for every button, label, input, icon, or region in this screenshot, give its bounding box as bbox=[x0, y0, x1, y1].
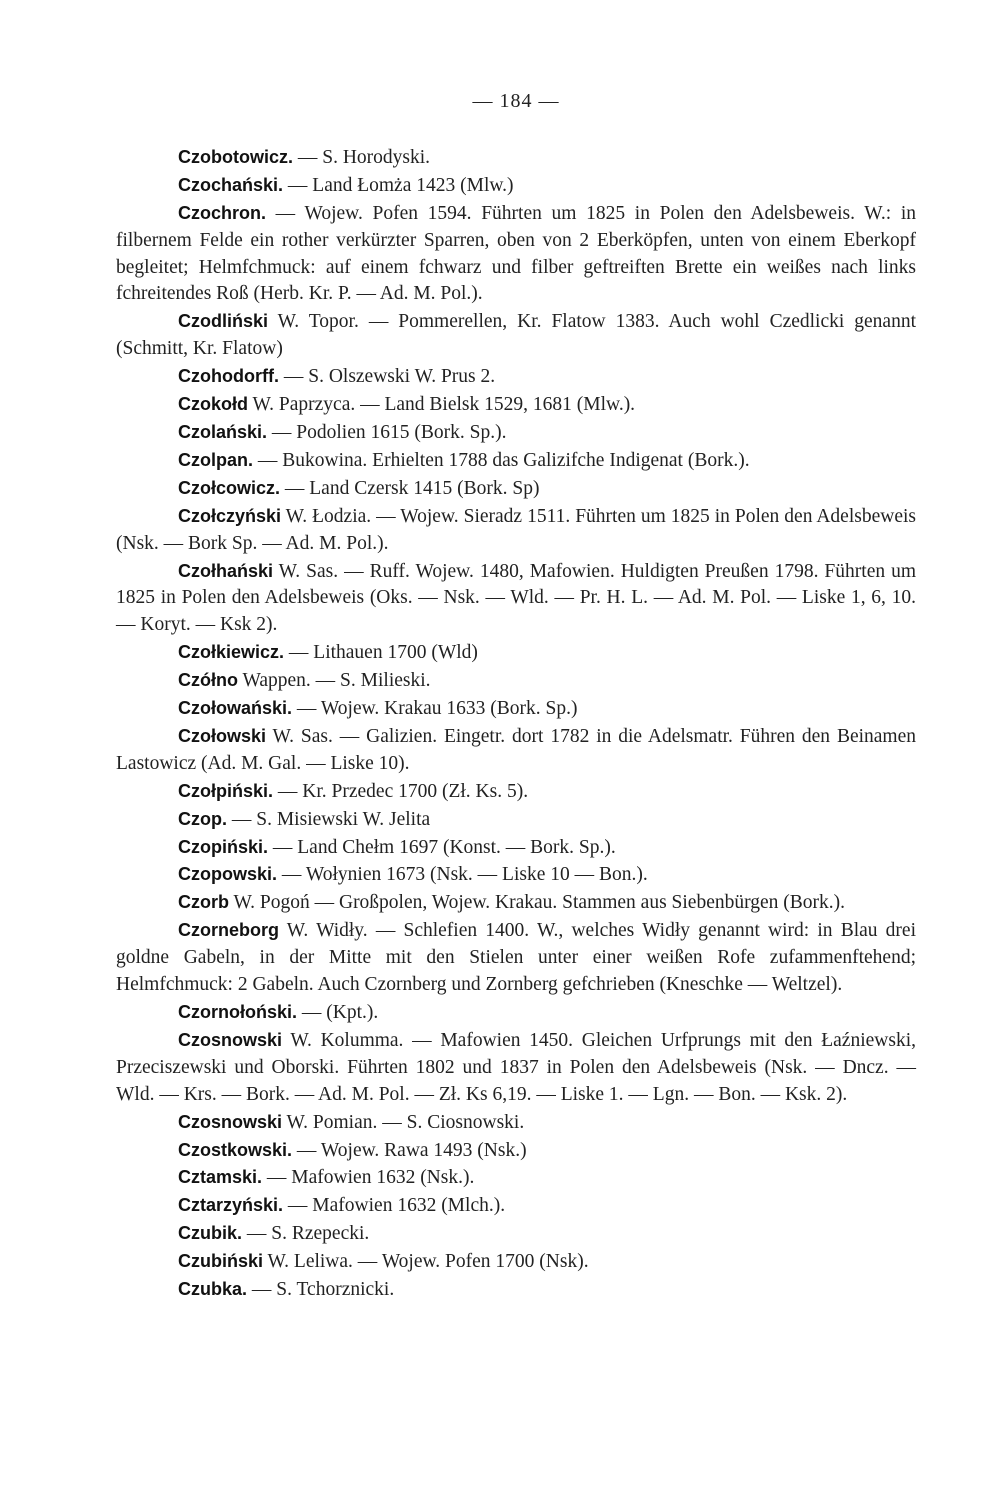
entry bbox=[116, 889, 916, 917]
entry-name: Czubik. bbox=[178, 1223, 243, 1244]
entry-text: W. Sas. — Ruff. Wojew. 1480, Mafowien. Huldigten Preußen 1798. Führten um 1825 in Polen den Adelsbeweis (Oks. — Nsk. — Wld. — Pr. H. L. — Ad. M. Pol. — Liske 1, 6, 10. — Koryt. — Ksk 2). bbox=[116, 560, 916, 636]
entry bbox=[116, 999, 916, 1027]
entry-name: Czokołd bbox=[178, 394, 248, 415]
entry-text: W. Leliwa. — Wojew. Pofen 1700 (Nsk). bbox=[263, 1251, 589, 1273]
entry bbox=[116, 1248, 916, 1276]
entry-list bbox=[116, 144, 916, 1304]
entry-name: Czochron. bbox=[178, 202, 266, 223]
entry bbox=[116, 200, 916, 309]
entry-name: Czołhański bbox=[178, 560, 274, 581]
entry bbox=[116, 861, 916, 889]
entry bbox=[116, 503, 916, 558]
entry-name: Czop. bbox=[178, 808, 227, 829]
entry-text: W. Łodzia. — Wojew. Sieradz 1511. Führten um 1825 in Polen den Adelsbeweis (Nsk. — Bork Sp. — Ad. M. Pol.). bbox=[116, 505, 916, 554]
entry bbox=[116, 419, 916, 447]
entry bbox=[116, 667, 916, 695]
entry bbox=[116, 1192, 916, 1220]
entry-text: W. Pogoń — Großpolen, Wojew. Krakau. Stammen aus Siebenbürgen (Bork.). bbox=[229, 892, 846, 914]
entry-name: Czolański. bbox=[178, 421, 268, 442]
entry bbox=[116, 695, 916, 723]
entry bbox=[116, 391, 916, 419]
entry-name: Czohodorff. bbox=[178, 366, 279, 387]
page-number: — 184 — bbox=[472, 90, 560, 112]
entry bbox=[116, 1137, 916, 1165]
entry-text: W. Topor. — Pommerellen, Kr. Flatow 1383. Auch wohl Czedlicki genannt (Schmitt, Kr. Flatow) bbox=[116, 311, 916, 360]
entry-name: Czopiński. bbox=[178, 836, 269, 857]
entry-name: Cztarzyński. bbox=[178, 1195, 284, 1216]
entry-name: Czołcowicz. bbox=[178, 477, 281, 498]
entry bbox=[116, 308, 916, 363]
entry-text: — Wojew. Rawa 1493 (Nsk.) bbox=[292, 1139, 527, 1161]
entry bbox=[116, 778, 916, 806]
entry-name: Czosnowski bbox=[178, 1111, 283, 1132]
entry-name: Czołczyński bbox=[178, 505, 282, 526]
entry-name: Czorb bbox=[178, 892, 229, 913]
entry-name: Czołowański. bbox=[178, 698, 293, 719]
entry-text: — Land Chełm 1697 (Konst. — Bork. Sp.). bbox=[268, 836, 616, 858]
entry-name: Czodliński bbox=[178, 311, 269, 332]
entry-text: — S. Olszewski W. Prus 2. bbox=[278, 366, 496, 388]
entry-name: Czochański. bbox=[178, 174, 284, 195]
entry-text: — Land Łomża 1423 (Mlw.) bbox=[283, 174, 514, 196]
entry bbox=[116, 172, 916, 200]
entry bbox=[116, 1027, 916, 1109]
entry-text: — Mafowien 1632 (Mlch.). bbox=[283, 1195, 506, 1217]
entry-text: — Podolien 1615 (Bork. Sp.). bbox=[267, 421, 507, 443]
entry-name: Czołpiński. bbox=[178, 780, 274, 801]
entry bbox=[116, 475, 916, 503]
entry-text: W. Sas. — Galizien. Eingetr. dort 1782 in die Adelsmatr. Führen den Beinamen Lastowicz (Ad. M. Gal. — Liske 10). bbox=[116, 725, 916, 774]
entry-name: Czubka. bbox=[178, 1279, 248, 1300]
entry-text: — (Kpt.). bbox=[297, 1002, 379, 1023]
entry bbox=[116, 834, 916, 862]
entry-text: — Bukowina. Erhielten 1788 das Galizifche Indigenat (Bork.). bbox=[253, 449, 750, 471]
entry-name: Czubiński bbox=[178, 1251, 264, 1272]
entry bbox=[116, 1164, 916, 1192]
entry bbox=[116, 144, 916, 172]
page bbox=[116, 88, 916, 1304]
entry-name: Czołkiewicz. bbox=[178, 642, 285, 663]
entry-text: — Kr. Przedec 1700 (Zł. Ks. 5). bbox=[273, 780, 529, 802]
entry-text: — Wojew. Krakau 1633 (Bork. Sp.) bbox=[292, 698, 578, 720]
entry bbox=[116, 363, 916, 391]
entry-text: — Wojew. Pofen 1594. Führten um 1825 in Polen den Adelsbeweis. W.: in filbernem Felde ein rother verkürzter Sparren, oben von 2 Eberköpfen, unten von einem Eberkopf begleitet; Helmfchmuck: auf einem fchwarz und filber geftreiften Brette ein weißes nach links fchreitendes Roß (Herb. Kr. P. — Ad. M. Pol.). bbox=[116, 202, 916, 305]
entry-text: W. Widły. — Schlefien 1400. W., welches Widły genannt wird: in Blau drei goldne Gabeln, in der Mitte mit den Stielen unter einer weißen Rofe zufammenftehend; Helmfchmuck: 2 Gabeln. Auch Czornberg und Zornberg gefchrieben (Kneschke — Weltzel). bbox=[116, 920, 916, 996]
entry-text: W. Kolumma. — Mafowien 1450. Gleichen Urfprungs mit den Łaźniewski, Przeciszewski und Oborski. Führten 1802 und 1837 in Polen den Adelsbeweis (Nsk. — Dncz. — Wld. — Krs. — Bork. — Ad. M. Pol. — Zł. Ks 6,19. — Liske 1. — Lgn. — Bon. — Ksk. 2). bbox=[116, 1029, 916, 1105]
entry bbox=[116, 723, 916, 778]
entry-name: Cztamski. bbox=[178, 1167, 263, 1188]
entry bbox=[116, 806, 916, 834]
entry-text: W. Pomian. — S. Ciosnowski. bbox=[282, 1111, 525, 1133]
entry bbox=[116, 917, 916, 999]
entry-name: Czolpan. bbox=[178, 449, 253, 470]
entry bbox=[116, 558, 916, 640]
entry-text: — S. Misiewski W. Jelita bbox=[227, 808, 431, 830]
entry-text: W. Paprzyca. — Land Bielsk 1529, 1681 (Mlw.). bbox=[248, 394, 636, 416]
entry bbox=[116, 1276, 916, 1304]
entry-text: — Land Czersk 1415 (Bork. Sp) bbox=[280, 477, 540, 499]
entry-name: Czopowski. bbox=[178, 864, 278, 885]
entry-name: Czobotowicz. bbox=[178, 146, 293, 167]
entry-name: Czołowski bbox=[178, 725, 267, 746]
entry-text: — Lithauen 1700 (Wld) bbox=[284, 642, 478, 664]
entry-text: Wappen. — S. Milieski. bbox=[238, 670, 431, 692]
entry-text: — Mafowien 1632 (Nsk.). bbox=[262, 1167, 475, 1189]
entry bbox=[116, 1220, 916, 1248]
entry-name: Czostkowski. bbox=[178, 1139, 293, 1160]
entry-text: — S. Rzepecki. bbox=[242, 1223, 370, 1245]
entry-text: — S. Horodyski. bbox=[293, 146, 431, 168]
entry-text: — Wołynien 1673 (Nsk. — Liske 10 — Bon.). bbox=[277, 864, 648, 886]
entry bbox=[116, 447, 916, 475]
entry-name: Czółno bbox=[178, 670, 238, 691]
entry bbox=[116, 1109, 916, 1137]
entry-name: Czorneborg bbox=[178, 920, 279, 941]
entry-text: — S. Tchorznicki. bbox=[247, 1279, 395, 1301]
entry-name: Czosnowski bbox=[178, 1029, 283, 1050]
entry-name: Czornołoński. bbox=[178, 1002, 298, 1022]
entry bbox=[116, 639, 916, 667]
